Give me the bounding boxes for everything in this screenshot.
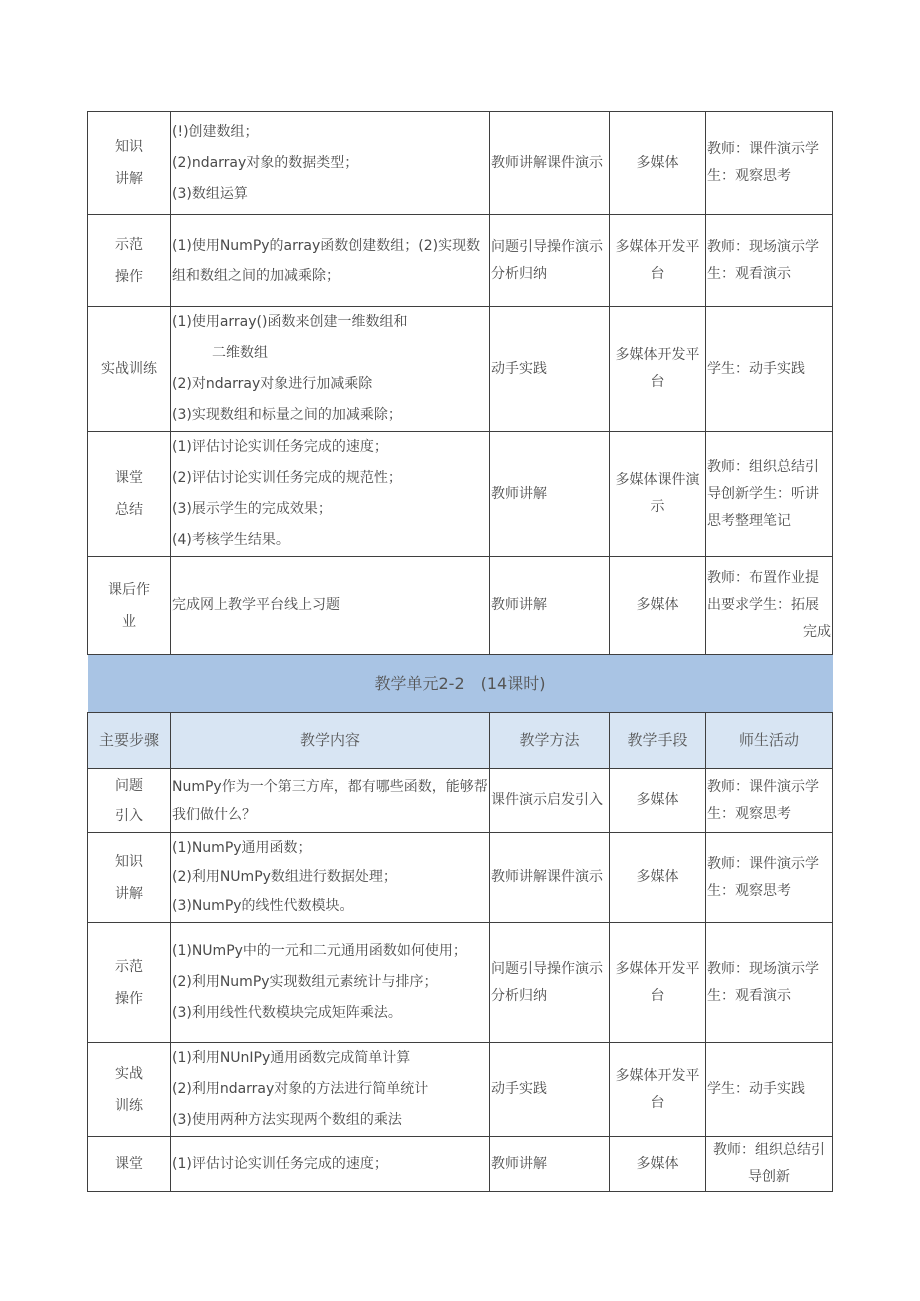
method-cell: 教师讲解课件演示 (490, 833, 610, 923)
content-cell: (1)NumPy通用函数； (2)利用NUmPy数组进行数据处理； (3)NumPy的线性代数模块。 (171, 833, 490, 923)
activity-cell: 教师：课件演示学生：观察思考 (706, 833, 833, 923)
table-row (88, 923, 833, 1043)
header-content: 教学内容 (171, 713, 490, 769)
content-cell: (1)使用NumPy的array函数创建数组；(2)实现数组和数组之间的加减乘除； (171, 215, 490, 307)
table-row (88, 112, 833, 215)
header-method: 教学方法 (490, 713, 610, 769)
header-row (88, 713, 833, 769)
means-cell: 多媒体课件演示 (610, 432, 706, 557)
table-row (88, 1137, 833, 1192)
method-cell: 教师讲解课件演示 (490, 112, 610, 215)
activity-cell: 教师：组织总结引导创新 (706, 1137, 833, 1192)
step-cell: 课后作 业 (88, 557, 171, 655)
unit-title-row (88, 655, 833, 713)
activity-cell: 教师：课件演示学生：观察思考 (706, 769, 833, 833)
content-cell: (1)评估讨论实训任务完成的速度； (2)评估讨论实训任务完成的规范性； (3)展示学生的完成效果； (4)考核学生结果。 (171, 432, 490, 557)
means-cell: 多媒体 (610, 833, 706, 923)
content-cell: (1)使用array()函数来创建一维数组和 二维数组 (2)对ndarray对象进行加减乘除 (3)实现数组和标量之间的加减乘除； (171, 307, 490, 432)
step-cell: 示范 操作 (88, 215, 171, 307)
content-cell: NumPy作为一个第三方库，都有哪些函数，能够帮我们做什么？ (171, 769, 490, 833)
activity-cell: 教师：组织总结引导创新学生：听讲思考整理笔记 (706, 432, 833, 557)
means-cell: 多媒体 (610, 1137, 706, 1192)
activity-cell: 学生：动手实践 (706, 1043, 833, 1137)
step-cell: 课堂 (88, 1137, 171, 1192)
means-cell: 多媒体开发平台 (610, 215, 706, 307)
table-row (88, 557, 833, 655)
method-cell: 动手实践 (490, 1043, 610, 1137)
lesson-plan-page (87, 111, 832, 1192)
means-cell: 多媒体开发平台 (610, 1043, 706, 1137)
activity-cell: 学生：动手实践 (706, 307, 833, 432)
step-cell: 知识 讲解 (88, 833, 171, 923)
lesson-plan-table (87, 111, 833, 1192)
activity-cell: 教师：现场演示学生：观看演示 (706, 923, 833, 1043)
step-cell: 问题 引入 (88, 769, 171, 833)
method-cell: 教师讲解 (490, 557, 610, 655)
content-cell: (1)利用NUnIPy通用函数完成简单计算 (2)利用ndarray对象的方法进行简单统计 (3)使用两种方法实现两个数组的乘法 (171, 1043, 490, 1137)
step-cell: 知识 讲解 (88, 112, 171, 215)
step-cell: 课堂 总结 (88, 432, 171, 557)
activity-cell: 教师：课件演示学生：观察思考 (706, 112, 833, 215)
method-cell: 动手实践 (490, 307, 610, 432)
activity-cell: 教师：布置作业提出要求学生：拓展 完成 (706, 557, 833, 655)
means-cell: 多媒体开发平台 (610, 923, 706, 1043)
method-cell: 教师讲解 (490, 432, 610, 557)
table-row (88, 432, 833, 557)
means-cell: 多媒体 (610, 112, 706, 215)
header-step: 主要步骤 (88, 713, 171, 769)
means-cell: 多媒体开发平台 (610, 307, 706, 432)
method-cell: 课件演示启发引入 (490, 769, 610, 833)
table-row (88, 833, 833, 923)
step-cell: 示范 操作 (88, 923, 171, 1043)
content-cell: (1)NUmPy中的一元和二元通用函数如何使用； (2)利用NumPy实现数组元素统计与排序； (3)利用线性代数模块完成矩阵乘法。 (171, 923, 490, 1043)
content-cell: (1)评估讨论实训任务完成的速度； (171, 1137, 490, 1192)
method-cell: 教师讲解 (490, 1137, 610, 1192)
table-row (88, 215, 833, 307)
means-cell: 多媒体 (610, 557, 706, 655)
activity-cell: 教师：现场演示学生：观看演示 (706, 215, 833, 307)
step-cell: 实战 训练 (88, 1043, 171, 1137)
method-cell: 问题引导操作演示分析归纳 (490, 923, 610, 1043)
method-cell: 问题引导操作演示分析归纳 (490, 215, 610, 307)
table-row (88, 1043, 833, 1137)
unit-title: 教学单元2-2 (14课时) (88, 655, 833, 713)
header-means: 教学手段 (610, 713, 706, 769)
step-cell: 实战训练 (88, 307, 171, 432)
means-cell: 多媒体 (610, 769, 706, 833)
content-cell: (!)创建数组； (2)ndarray对象的数据类型； (3)数组运算 (171, 112, 490, 215)
table-row (88, 307, 833, 432)
table-row (88, 769, 833, 833)
header-activity: 师生活动 (706, 713, 833, 769)
content-cell: 完成网上教学平台线上习题 (171, 557, 490, 655)
